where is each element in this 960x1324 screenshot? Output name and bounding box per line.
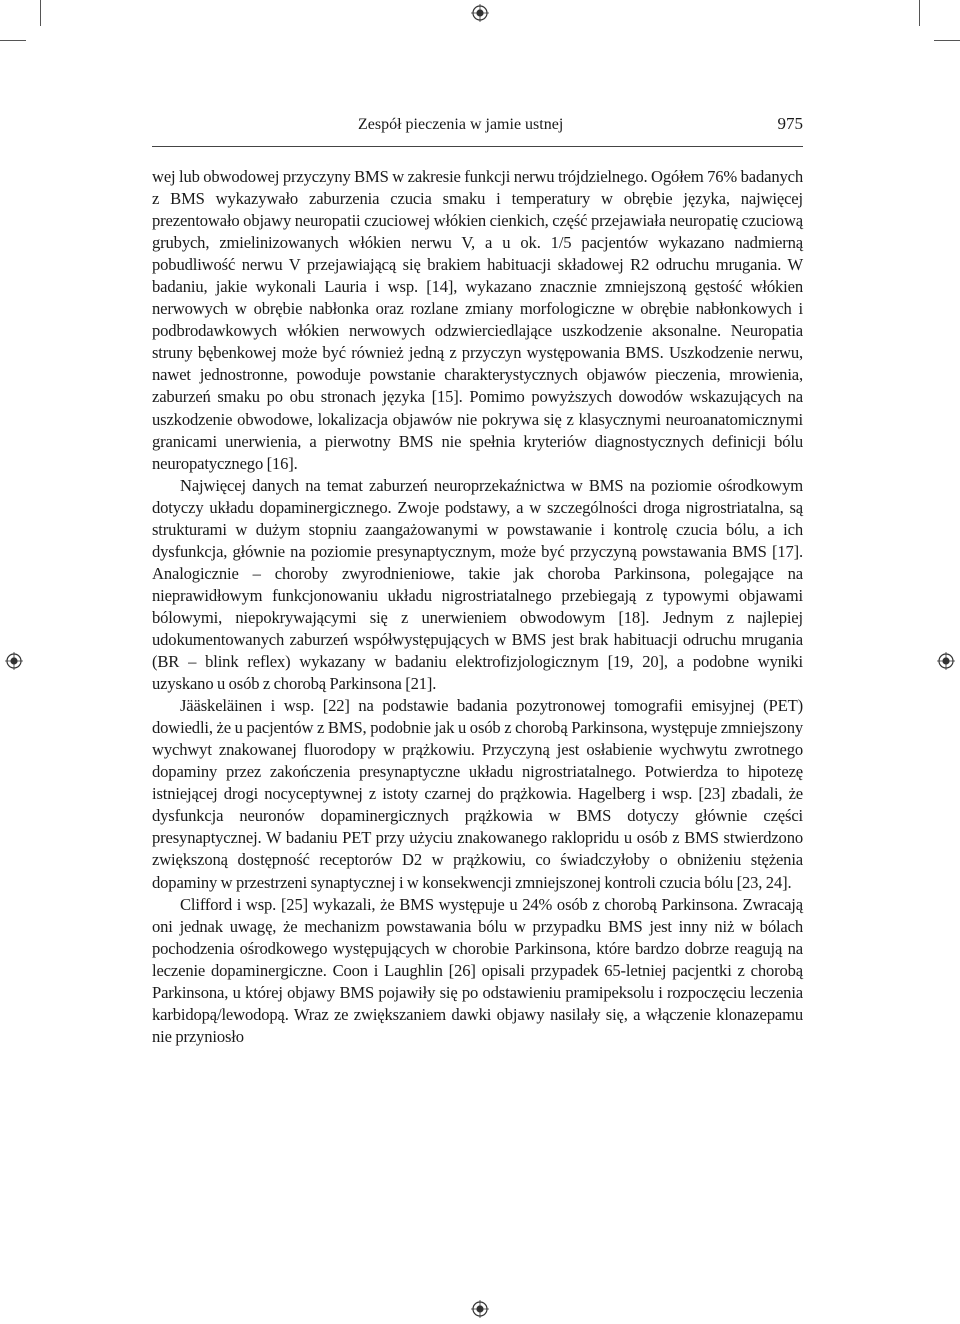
header-rule — [152, 146, 803, 147]
registration-mark-top-icon — [471, 4, 489, 22]
paragraph-1: wej lub obwodowej przyczyny BMS w zakresie funkcji nerwu trójdzielnego. Ogółem 76% badanych z BMS wykazywało zaburzenia czucia smaku i temperatury w obrębie języka, najwięcej prezentowało objawy neuropatii czuciowej włókien cienkich, część przejawiała neuropatię czuciową grubych, zmielinizowanych włókien nerwu V, a u ok. 1/5 pacjentów wykazano nadmierną pobudliwość nerwu V przejawiającą się brakiem habituacji składowej R2 odruchu mrugania. W badaniu, jakie wykonali Lauria i wsp. [14], wykazano znacznie zmniejszoną gęstość włókien nerwowych w obrębie nabłonka oraz rozlane zmiany morfologiczne w obrębie nabłonkowych i podbrodawkowych włókien nerwowych odzwierciedlające uszkodzenie aksonalne. Neuropatia struny bębenkowej może być również jedną z przyczyn występowania BMS. Uszkodzenie nerwu, nawet jednostronne, powoduje powstanie charakterystycznych objawów pieczenia, mrowienia, zaburzeń smaku po obu stronach języka [15]. Pomimo powyższych dowodów wskazujących na uszkodzenie obwodowe, lokalizacja objawów nie pokrywa się z klasycznymi neuroanatomicznymi granicami unerwienia, a pierwotny BMS nie spełnia kryteriów diagnostycznych definicji bólu neuropatycznego [16]. — [152, 167, 803, 473]
paragraph-2: Najwięcej danych na temat zaburzeń neuroprzekaźnictwa w BMS na poziomie ośrodkowym dotyczy układu dopaminergicznego. Zwoje podstawy, a w szczególności droga nigrostriatalna, są strukturami w dużym stopniu zaangażowanymi w powstawanie i kontrolę czucia bólu, a ich dysfunkcja, głównie na poziomie presynaptycznym, może być przyczyną powstawania BMS [17]. Analogicznie – choroby zwyrodnieniowe, takie jak choroba Parkinsona, polegające na nieprawidłowym funkcjonowaniu układu nigrostriatalnego przebiegają z typowymi objawami bólowymi, niepokrywającymi się z unerwieniem obwodowym [18]. Jednym z najlepiej udokumentowanych zaburzeń współwystępujących w BMS jest brak habituacji odruchu mrugania (BR – blink reflex) wykazany w badaniu elektrofizjologicznym [19, 20], a podobne wyniki uzyskano u osób z chorobą Parkinsona [21]. — [152, 475, 803, 694]
running-head — [152, 116, 803, 138]
running-head-title: Zespół pieczenia w jamie ustnej — [358, 116, 564, 133]
registration-mark-left-icon — [5, 652, 23, 670]
page-number: 975 — [777, 114, 803, 133]
crop-mark-top-right-vertical — [919, 0, 920, 26]
crop-mark-top-right-horizontal — [934, 40, 960, 41]
paragraph-4: Clifford i wsp. [25] wykazali, że BMS występuje u 24% osób z chorobą Parkinsona. Zwracają oni jednak uwagę, że mechanizm powstawania bólu w przypadku BMS jest inny niż w bólach pochodzenia ośrodkowego występujących w chorobie Parkinsona, które bardzo dobrze reagują na leczenie dopaminergiczne. Coon i Laughlin [26] opisali przypadek 65-letniej pacjentki z chorobą Parkinsona, u której objawy BMS pojawiły się po odstawieniu pramipeksolu i rozpoczęciu leczenia karbidopą/lewodopą. Wraz ze zwiększaniem dawki objawy nasilały się, a włączenie klonazepamu nie przyniosło — [152, 894, 803, 1046]
crop-mark-top-left-vertical — [40, 0, 41, 26]
registration-mark-right-icon — [937, 652, 955, 670]
article-body — [152, 166, 803, 1048]
crop-mark-top-left-horizontal — [0, 40, 26, 41]
paragraph-3: Jääskeläinen i wsp. [22] na podstawie badania pozytronowej tomografii emisyjnej (PET) dowiedli, że u pacjentów z BMS, podobnie jak u osób z chorobą Parkinsona, występuje zmniejszony wychwyt znakowanej fluorodopy w prążkowiu. Przyczyną jest osłabienie wychwytu zwrotnego dopaminy przez zakończenia presynaptyczne układu nigrostriatalnego. Potwierdza to hipotezę istniejącej drogi nocyceptywnej z istoty czarnej do prążkowia. Hagelberg i wsp. [23] zbadali, że dysfunkcja neuronów dopaminergicznych prążkowia w BMS dotyczy głównie części presynaptycznej. W badaniu PET przy użyciu znakowanego raklopridu u osób z BMS stwierdzono zwiększoną dostępność receptorów D2 w prążkowiu, co świadczyłoby o obniżeniu stężenia dopaminy w przestrzeni synaptycznej i w konsekwencji zmniejszonej kontroli czucia bólu [23, 24]. — [152, 696, 803, 892]
registration-mark-bottom-icon — [471, 1300, 489, 1318]
